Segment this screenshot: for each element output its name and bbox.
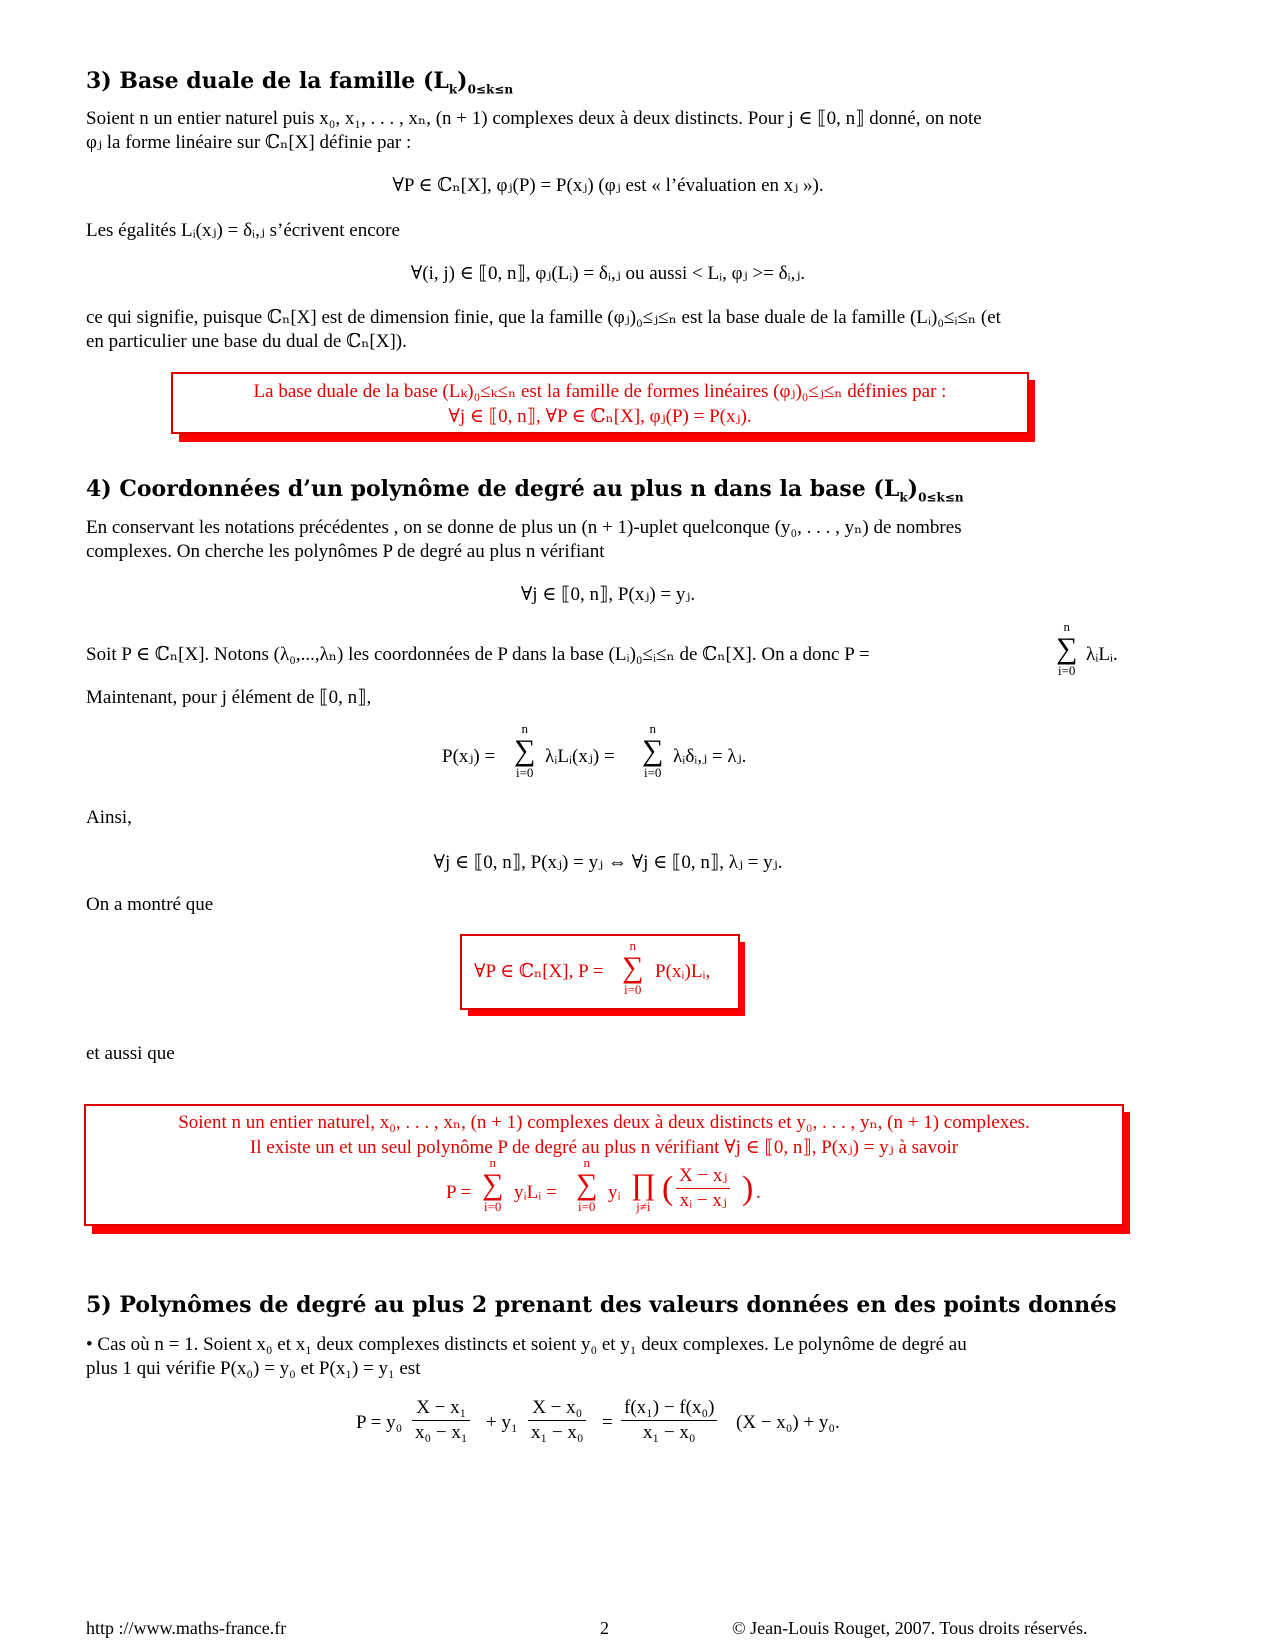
box3-equation: P = n ∑ i=0 yᵢLᵢ = n ∑ i=0 yᵢ ∏ j≠i ( $\frac{\text{X − xⱼ}}{\text{xᵢ − xⱼ}}$ ) . [446, 1155, 761, 1214]
section-3-title: 3) Base duale de la famille $(L_k)_{0\le k\le n}$ [86, 68, 514, 97]
s5-paragraph-2: plus 1 qui vérifie P(x₀) = y₀ et P(x₁) = y₁ est [86, 1358, 421, 1379]
footer-url: http ://www.maths-france.fr [86, 1618, 287, 1638]
s4-paragraph-5: Ainsi, [86, 807, 132, 828]
s4-paragraph-3: Soit P ∈ ℂₙ[X]. Notons (λ₀,...,λₙ) les coordonnées de P dans la base (Lᵢ)₀≤ᵢ≤ₙ de ℂₙ[X]. On a donc P = n ∑ i=0 λᵢLᵢ. [86, 619, 1118, 678]
result-box-dual-basis [171, 372, 1029, 434]
box2-end: P(xᵢ)Lᵢ, [655, 961, 711, 982]
s4-equation-1: ∀j ∈ ⟦0, n⟧, P(xⱼ) = yⱼ. [520, 584, 696, 605]
footer-copyright: © Jean-Louis Rouget, 2007. Tous droits réservés. [732, 1618, 1088, 1638]
s4-equation-2: P(xⱼ) = n ∑ i=0 λᵢLᵢ(xⱼ) = n ∑ i=0 λᵢδᵢ,ⱼ = λⱼ. [442, 721, 747, 780]
s4-paragraph-6: On a montré que [86, 894, 214, 915]
s3-paragraph-1: Soient n un entier naturel puis x₀, x₁, . . . , xₙ, (n + 1) complexes deux à deux distincts. Pour j ∈ ⟦0, n⟧ donné, on note [86, 108, 982, 129]
s3-paragraph-4: ce qui signifie, puisque ℂₙ[X] est de dimension finie, que la famille (φⱼ)₀≤ⱼ≤ₙ est la base duale de la famille (Lᵢ)₀≤ᵢ≤ₙ (et [86, 307, 1001, 328]
s4-paragraph-1: En conservant les notations précédentes , on se donne de plus un (n + 1)-uplet quelconque (y₀, . . . , yₙ) de nombres [86, 517, 962, 538]
box3-line-2: Il existe un et un seul polynôme P de degré au plus n vérifiant ∀j ∈ ⟦0, n⟧, P(xⱼ) = yⱼ à savoir [249, 1137, 959, 1158]
s3-equation-2: ∀(i, j) ∈ ⟦0, n⟧, φⱼ(Lᵢ) = δᵢ,ⱼ ou aussi < Lᵢ, φⱼ >= δᵢ,ⱼ. [410, 263, 806, 284]
section-4-title: 4) Coordonnées d’un polynôme de degré au plus n dans la base $(L_k)_{0\le k\le n}$ [86, 476, 964, 505]
s3-paragraph-2: φⱼ la forme linéaire sur ℂₙ[X] définie par : [86, 132, 412, 153]
section-5-title: 5) Polynômes de degré au plus 2 prenant des valeurs données en des points donnés [86, 1292, 1117, 1318]
s4-paragraph-7: et aussi que [86, 1043, 175, 1064]
s3-equation-1: ∀P ∈ ℂₙ[X], φⱼ(P) = P(xⱼ) (φⱼ est « l’évaluation en xⱼ »). [392, 175, 824, 196]
box2-sum: n ∑ i=0 [622, 938, 644, 997]
s4-paragraph-2: complexes. On cherche les polynômes P de degré au plus n vérifiant [86, 541, 605, 562]
s4-equation-3: ∀j ∈ ⟦0, n⟧, P(xⱼ) = yⱼ ⇔ ∀j ∈ ⟦0, n⟧, λⱼ = yⱼ. [433, 852, 783, 873]
box1-line-1: La base duale de la base (Lₖ)₀≤ₖ≤ₙ est la famille de formes linéaires (φⱼ)₀≤ⱼ≤ₙ définies par : [253, 381, 947, 402]
s4-paragraph-4: Maintenant, pour j élément de ⟦0, n⟧, [86, 687, 372, 708]
s5-paragraph-1: • Cas où n = 1. Soient x₀ et x₁ deux complexes distincts et soient y₀ et y₁ deux complexes. Le polynôme de degré au [86, 1334, 967, 1355]
page-number: 2 [600, 1618, 609, 1638]
box1-line-2: ∀j ∈ ⟦0, n⟧, ∀P ∈ ℂₙ[X], φⱼ(P) = P(xⱼ). [448, 406, 752, 427]
result-box-decomposition [460, 934, 740, 1010]
box2-left: ∀P ∈ ℂₙ[X], P = [474, 961, 604, 982]
s5-equation: P = y₀ $\frac{\text{X − x₁}}{\text{x₀ − x₁}}$ + y₁ $\frac{\text{X − x₀}}{\text{x₁ − x₀}}$ = $\frac{\text{f(x₁) − f(x₀)}}{\text{x₁ − x₀}}$ (X − x₀) + y₀. [356, 1397, 840, 1443]
s3-paragraph-3: Les égalités Lᵢ(xⱼ) = δᵢ,ⱼ s’écrivent encore [86, 220, 400, 241]
box3-line-1: Soient n un entier naturel, x₀, . . . , xₙ, (n + 1) complexes deux à deux distincts et y₀, . . . , yₙ, (n + 1) complexes. [178, 1112, 1030, 1133]
s3-paragraph-5: en particulier une base du dual de ℂₙ[X]). [86, 331, 407, 352]
result-box-interpolation [84, 1104, 1124, 1226]
